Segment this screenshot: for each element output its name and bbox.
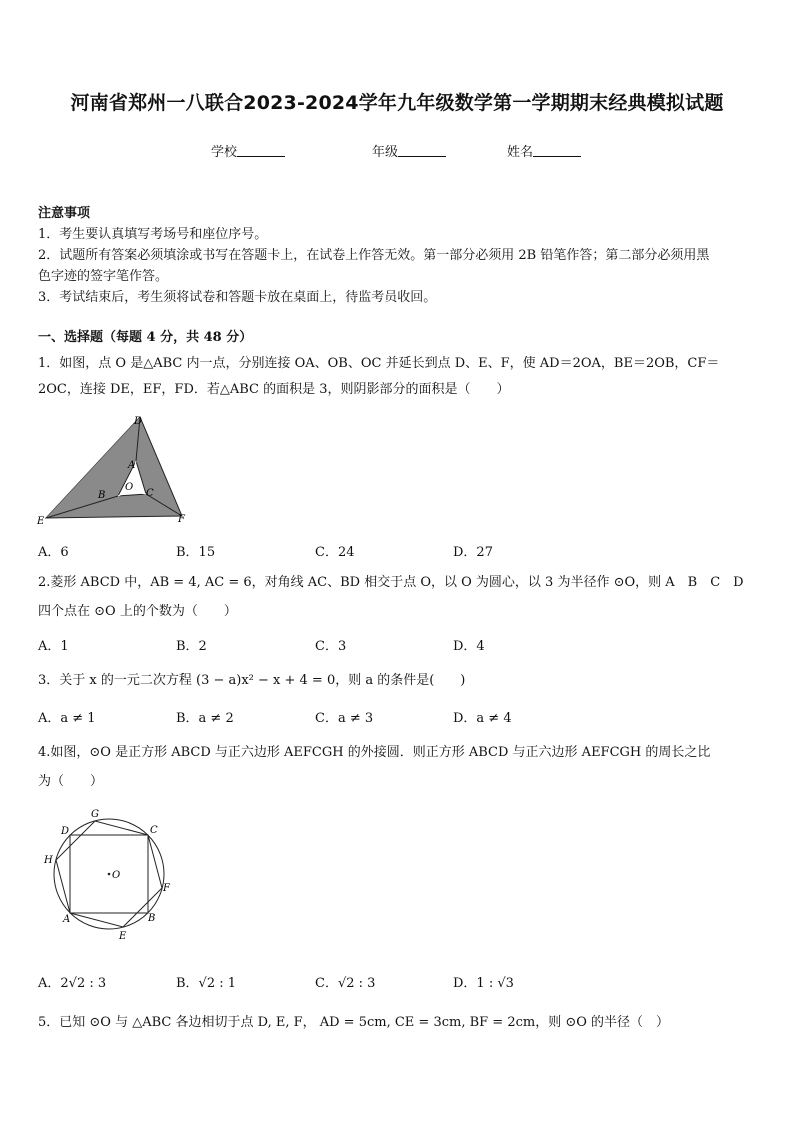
option-c[interactable]: C．24	[315, 545, 355, 560]
question-2-line: 四个点在 ⊙O 上的个数为（ ）	[38, 604, 237, 619]
school-blank[interactable]	[237, 144, 285, 157]
option-a[interactable]: A．1	[38, 639, 69, 654]
label-o: O	[125, 482, 134, 493]
grade-label: 年级	[372, 145, 399, 160]
option-b[interactable]: B．15	[176, 545, 216, 560]
notice-item: 色字迹的签字笔作答。	[38, 269, 169, 284]
notice-section	[38, 203, 758, 308]
label-f: F	[163, 883, 170, 894]
question-3-line: 3．关于 x 的一元二次方程 (3 − a)x² − x + 4 = 0，则 a 的条件是( )	[38, 673, 466, 688]
question-2-line: 2.菱形 ABCD 中，AB = 4, AC = 6，对角线 AC、BD 相交于点 O，以 O 为圆心，以 3 为半径作 ⊙O，则 A B C D	[38, 575, 744, 590]
question-1-text	[38, 351, 758, 403]
notice-heading: 注意事项	[38, 206, 91, 221]
question-4-line: 4.如图，⊙O 是正方形 ABCD 与正六边形 AEFCGH 的外接圆．则正方形 ABCD 与正六边形 AEFCGH 的周长之比	[38, 745, 711, 760]
question-1-line: 1．如图，点 O 是△ABC 内一点，分别连接 OA、OB、OC 并延长到点 D、E、F，使 AD＝2OA，BE＝2OB，CF＝	[38, 356, 720, 371]
name-label: 姓名	[507, 145, 534, 160]
label-a: A	[63, 914, 71, 925]
notice-item: 3．考试结束后，考生须将试卷和答题卡放在桌面上，待监考员收回。	[38, 290, 437, 305]
label-b: B	[98, 490, 106, 501]
school-label: 学校	[211, 145, 238, 160]
label-g: G	[91, 809, 99, 820]
option-a[interactable]: A．2√2 : 3	[38, 976, 107, 991]
label-o: O	[112, 870, 121, 881]
grade-field	[372, 141, 446, 160]
question-4-line: 为（ ）	[38, 774, 104, 789]
label-c: C	[150, 825, 158, 836]
label-c: C	[146, 488, 154, 499]
question-4-figure	[36, 802, 186, 944]
option-a[interactable]: A．a ≠ 1	[38, 711, 96, 726]
option-d[interactable]: D．a ≠ 4	[453, 711, 512, 726]
question-5-text	[38, 1012, 758, 1033]
option-c[interactable]: C．√2 : 3	[315, 976, 376, 991]
question-1-line: 2OC，连接 DE，EF，FD．若△ABC 的面积是 3，则阴影部分的面积是（ ）	[38, 382, 510, 397]
notice-item: 2．试题所有答案必须填涂或书写在答题卡上，在试卷上作答无效。第一部分必须用 2B 铅笔作答；第二部分必须用黑	[38, 248, 710, 263]
question-4-text	[38, 738, 758, 796]
school-field	[211, 141, 285, 160]
label-b: B	[148, 913, 156, 924]
option-d[interactable]: D．4	[453, 639, 485, 654]
option-a[interactable]: A．6	[38, 545, 69, 560]
center-point	[108, 873, 111, 876]
option-b[interactable]: B．2	[176, 639, 207, 654]
option-b[interactable]: B．√2 : 1	[176, 976, 237, 991]
label-e: E	[37, 516, 45, 527]
option-c[interactable]: C．a ≠ 3	[315, 711, 374, 726]
notice-item: 1．考生要认真填写考场号和座位序号。	[38, 227, 268, 242]
label-e: E	[119, 931, 127, 942]
label-a: A	[128, 460, 136, 471]
name-field	[507, 141, 581, 160]
label-d: D	[134, 416, 143, 427]
option-c[interactable]: C．3	[315, 639, 347, 654]
question-2-text	[38, 568, 758, 626]
option-d[interactable]: D．27	[453, 545, 493, 560]
question-5-line: 5．已知 ⊙O 与 △ABC 各边相切于点 D, E, F， AD = 5cm, CE = 3cm, BF = 2cm，则 ⊙O 的半径（ ）	[38, 1015, 670, 1030]
question-1-figure	[36, 412, 196, 530]
label-h: H	[44, 855, 53, 866]
label-d: D	[61, 826, 70, 837]
name-blank[interactable]	[533, 144, 581, 157]
page-title: 河南省郑州一八联合2023-2024学年九年级数学第一学期期末经典模拟试题	[70, 92, 724, 114]
question-3-text	[38, 670, 758, 691]
option-d[interactable]: D．1 : √3	[453, 976, 514, 991]
grade-blank[interactable]	[398, 144, 446, 157]
option-b[interactable]: B．a ≠ 2	[176, 711, 234, 726]
label-f: F	[178, 514, 185, 525]
section-heading: 一、选择题（每题 4 分，共 48 分）	[38, 330, 253, 345]
